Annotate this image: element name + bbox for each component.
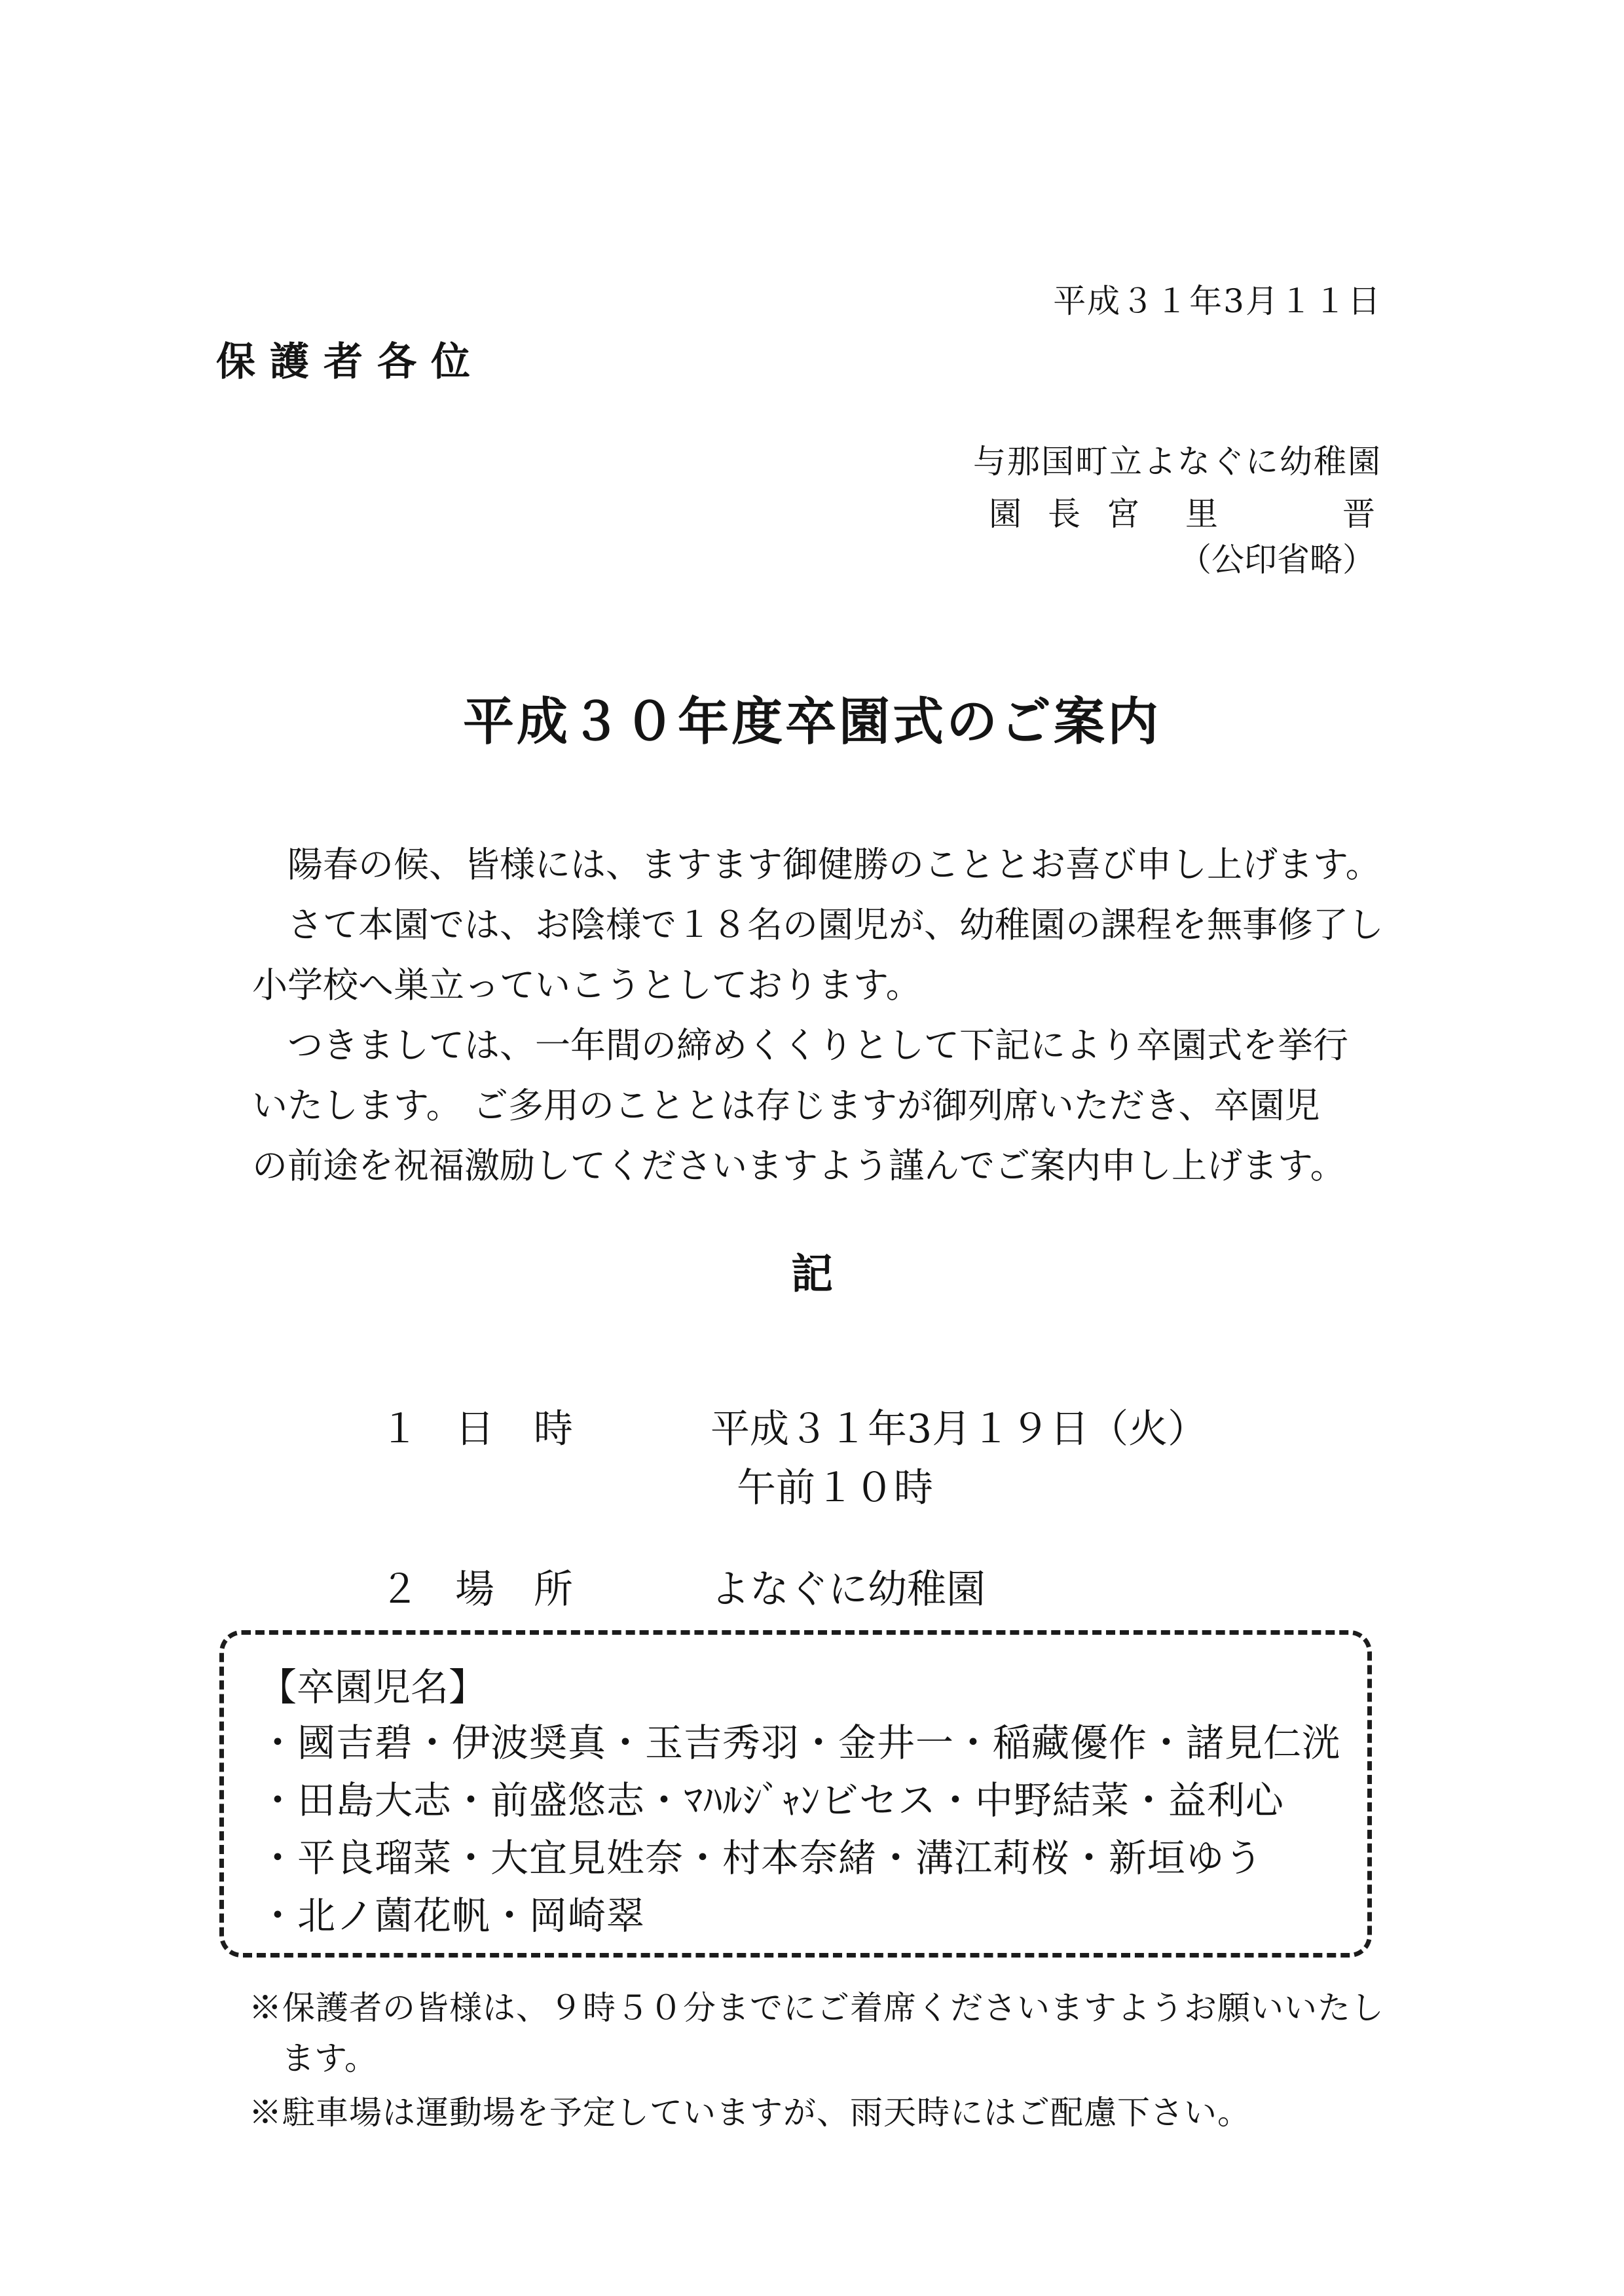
item-label: 場所 xyxy=(455,1567,612,1613)
item-number: １ xyxy=(380,1406,419,1452)
issue-date: 平成３１年3月１１日 xyxy=(1053,282,1382,320)
item-time: 午前１０時 xyxy=(737,1465,933,1511)
item-value: よなぐに幼稚園 xyxy=(710,1567,986,1613)
graduates-line: ・北ノ薗花帆・岡崎翠 xyxy=(259,1893,646,1938)
seal-omitted-note: （公印省略） xyxy=(1179,541,1375,579)
note-seating-cont: ます。 xyxy=(282,2039,377,2077)
item-datetime xyxy=(380,1398,1207,1454)
document-title: 平成３０年度卒園式のご案内 xyxy=(462,692,1161,752)
recipient: 保護者各位 xyxy=(216,339,485,385)
body-line: さて本園では、お陰様で１８名の園児が、幼稚園の課程を無事修了し xyxy=(252,904,1384,945)
note-seating: ※保護者の皆様は、９時５０分までにご着席くださいますようお願いいたし xyxy=(249,1989,1384,2027)
graduates-line: ・國吉碧・伊波奨真・玉吉秀羽・金井一・稲藏優作・諸見仁洸 xyxy=(259,1721,1341,1765)
sender-role: 園長 xyxy=(989,495,1107,533)
body-line: つきましては、一年間の締めくくりとして下記により卒園式を挙行 xyxy=(252,1025,1348,1066)
graduates-heading: 【卒園児名】 xyxy=(259,1665,487,1709)
body-text xyxy=(252,835,1405,1196)
graduates-line: ・平良瑠菜・大宜見姓奈・村本奈緒・溝江莉桜・新垣ゆう xyxy=(259,1836,1264,1880)
item-number: ２ xyxy=(380,1567,419,1613)
graduates-line: ・田島大志・前盛悠志・ﾏﾊﾙｼﾞｬﾝビセス・中野結菜・益利心 xyxy=(259,1778,1285,1823)
body-line: 陽春の候、皆様には、ますます御健勝のこととお喜び申し上げます。 xyxy=(252,844,1381,885)
body-line: いたします。 ご多用のこととは存じますが御列席いただき、卒園児 xyxy=(252,1085,1320,1126)
sender-name: 宮里 晋 xyxy=(1107,495,1421,533)
body-line: の前途を祝福激励してくださいますよう謹んでご案内申し上げます。 xyxy=(252,1145,1346,1186)
sender-organization: 与那国町立よなぐに幼稚園 xyxy=(973,443,1382,481)
body-line: 小学校へ巣立っていこうとしております。 xyxy=(252,964,921,1006)
note-parking: ※駐車場は運動場を予定していますが、雨天時にはご配慮下さい。 xyxy=(249,2094,1251,2132)
ki-heading: 記 xyxy=(791,1250,833,1299)
item-place xyxy=(380,1558,986,1614)
sender-signature xyxy=(989,488,1421,535)
item-label: 日時 xyxy=(455,1406,612,1452)
item-value: 平成３１年3月１９日（火） xyxy=(710,1406,1208,1452)
